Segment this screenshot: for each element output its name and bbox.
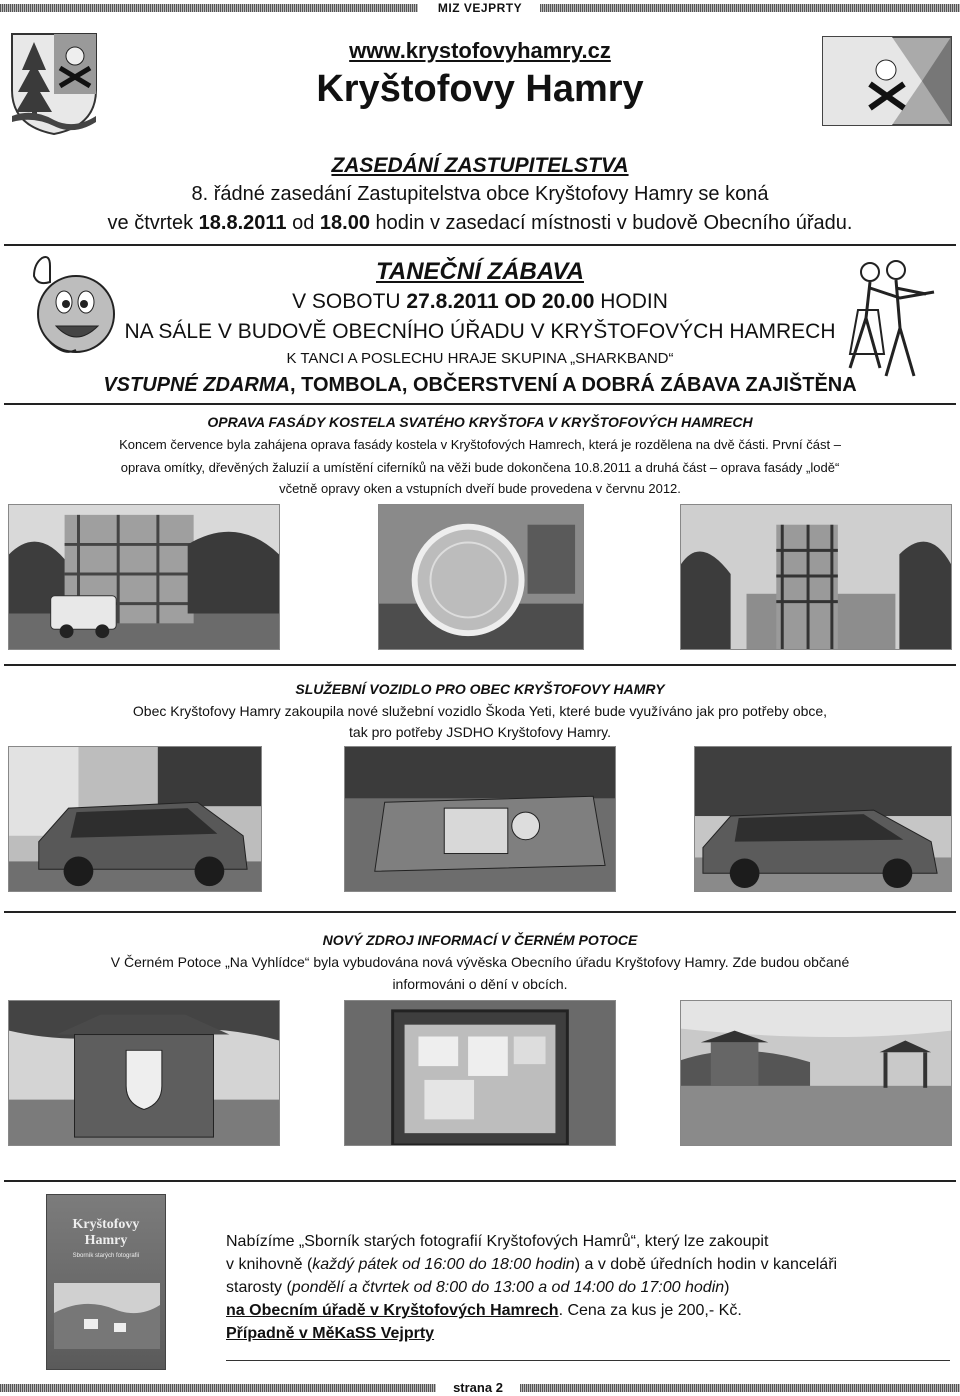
- book-line-2: [226, 1253, 946, 1276]
- dance-line-4: [0, 374, 960, 397]
- page-number: strana 2: [453, 1380, 503, 1395]
- book-text: starosty (: [226, 1279, 292, 1296]
- meeting-line-2: [0, 212, 960, 235]
- dance-line-1: [0, 290, 960, 314]
- dance-line-2: NA SÁLE V BUDOVĚ OBECNÍHO ÚŘADU V KRYŠTOFOVÝCH HAMRECH: [124, 320, 836, 343]
- meeting-date: 18.8.2011: [198, 212, 287, 234]
- board-title: NOVÝ ZDROJ INFORMACÍ V ČERNÉM POTOCE: [322, 932, 638, 948]
- dance-free-entry: VSTUPNÉ ZDARMA: [103, 374, 290, 396]
- church-line-2: oprava omítky, dřevěných žaluzií a umístění ciferníků na věži bude dokončena 10.8.2011 a druhá část – oprava fasády „lodě“: [120, 460, 840, 475]
- book-text: ): [724, 1279, 730, 1296]
- meeting-title: ZASEDÁNÍ ZASTUPITELSTVA: [331, 154, 629, 177]
- photo-notice-board-glass: [344, 1000, 616, 1146]
- meeting-text: hodin v zasedací místnosti v budově Obecního úřadu.: [369, 212, 853, 234]
- book-divider: [226, 1360, 950, 1361]
- meeting-time: 18.00: [319, 212, 370, 234]
- photo-clock-dial: [378, 504, 584, 650]
- vehicle-title: SLUŽEBNÍ VOZIDLO PRO OBEC KRYŠTOFOVY HAMRY: [295, 681, 665, 697]
- dance-text: V SOBOTU: [292, 290, 407, 313]
- photo-notice-board-coat: [8, 1000, 280, 1146]
- section-divider: [4, 911, 956, 913]
- footer-stripe-right: [520, 1384, 960, 1392]
- photo-church-scaffolding: [8, 504, 280, 650]
- footer-stripe-left: [0, 1384, 436, 1392]
- dance-text: HODIN: [594, 290, 668, 313]
- library-hours: každý pátek od 16:00 do 18:00 hodin: [312, 1256, 575, 1273]
- page-title: Kryštofovy Hamry: [316, 68, 644, 110]
- vehicle-line-2: tak pro potřeby JSDHO Kryštofovy Hamry.: [349, 724, 611, 740]
- church-title: OPRAVA FASÁDY KOSTELA SVATÉHO KRYŠTOFA V KRYŠTOFOVÝCH HAMRECH: [207, 414, 753, 430]
- photo-car-side: [694, 746, 952, 892]
- book-cover-image: [46, 1194, 166, 1370]
- board-line-1: V Černém Potoce „Na Vyhlídce“ byla vybudována nová vývěska Obecního úřadu Kryštofovy Hamry. Zde budou občané: [110, 954, 850, 970]
- book-cover-title-2: Hamry: [84, 1233, 128, 1248]
- meeting-text: ve čtvrtek: [107, 212, 199, 234]
- photo-tower-scaffolding: [680, 504, 952, 650]
- church-line-3: včetně opravy oken a vstupních dveří bude provedena v červnu 2012.: [279, 481, 681, 496]
- book-line-4: [226, 1299, 946, 1322]
- book-cover-title-1: Kryštofovy: [72, 1217, 140, 1232]
- book-line-3: [226, 1276, 946, 1299]
- section-divider: [4, 1180, 956, 1182]
- book-price: . Cena za kus je 200,- Kč.: [558, 1302, 742, 1319]
- book-line-1: Nabízíme „Sborník starých fotografií Kryštofových Hamrů“, který lze zakoupit: [226, 1233, 769, 1250]
- vehicle-line-1: Obec Kryštofovy Hamry zakoupila nové služební vozidlo Škoda Yeti, které bude využíváno jak pro potřeby obce,: [132, 703, 828, 719]
- website-url: www.krystofovyhamry.cz: [349, 38, 611, 63]
- photo-notice-board-landscape: [680, 1000, 952, 1146]
- header-stripe-right: [540, 4, 960, 12]
- book-offer-text: [226, 1230, 946, 1345]
- book-cover-subtitle: Sborník starých fotografií: [72, 1253, 140, 1259]
- dance-extras: , TOMBOLA, OBČERSTVENÍ A DOBRÁ ZÁBAVA ZAJIŠTĚNA: [289, 374, 857, 396]
- book-text: v knihovně (: [226, 1256, 313, 1273]
- photo-car-door: [344, 746, 616, 892]
- book-text: ) a v době úředních hodin v kanceláři: [574, 1256, 838, 1273]
- photo-car-front: [8, 746, 262, 892]
- dance-title: TANEČNÍ ZÁBAVA: [376, 258, 584, 285]
- meeting-line-1: 8. řádné zasedání Zastupitelstva obce Kryštofovy Hamry se koná: [191, 183, 769, 205]
- office-hours: pondělí a čtvrtek od 8:00 do 13:00 a od 14:00 do 17:00 hodin: [291, 1279, 725, 1296]
- section-divider: [4, 403, 956, 405]
- book-location: na Obecním úřadě v Kryštofových Hamrech: [226, 1302, 559, 1319]
- meeting-text: od: [286, 212, 320, 234]
- section-divider: [4, 664, 956, 666]
- board-line-2: informováni o dění v obcích.: [392, 976, 568, 992]
- book-line-5: Případně v MěKaSS Vejprty: [226, 1325, 435, 1342]
- section-divider: [4, 244, 956, 246]
- dance-line-3: K TANCI A POSLECHU HRAJE SKUPINA „SHARKBAND“: [286, 350, 674, 367]
- publisher-label: MIZ VEJPRTY: [437, 1, 523, 15]
- dance-datetime: 27.8.2011 OD 20.00: [406, 290, 595, 313]
- church-line-1: Koncem července byla zahájena oprava fasády kostela v Kryštofových Hamrech, která je rozdělena na dvě části. První část –: [119, 437, 841, 452]
